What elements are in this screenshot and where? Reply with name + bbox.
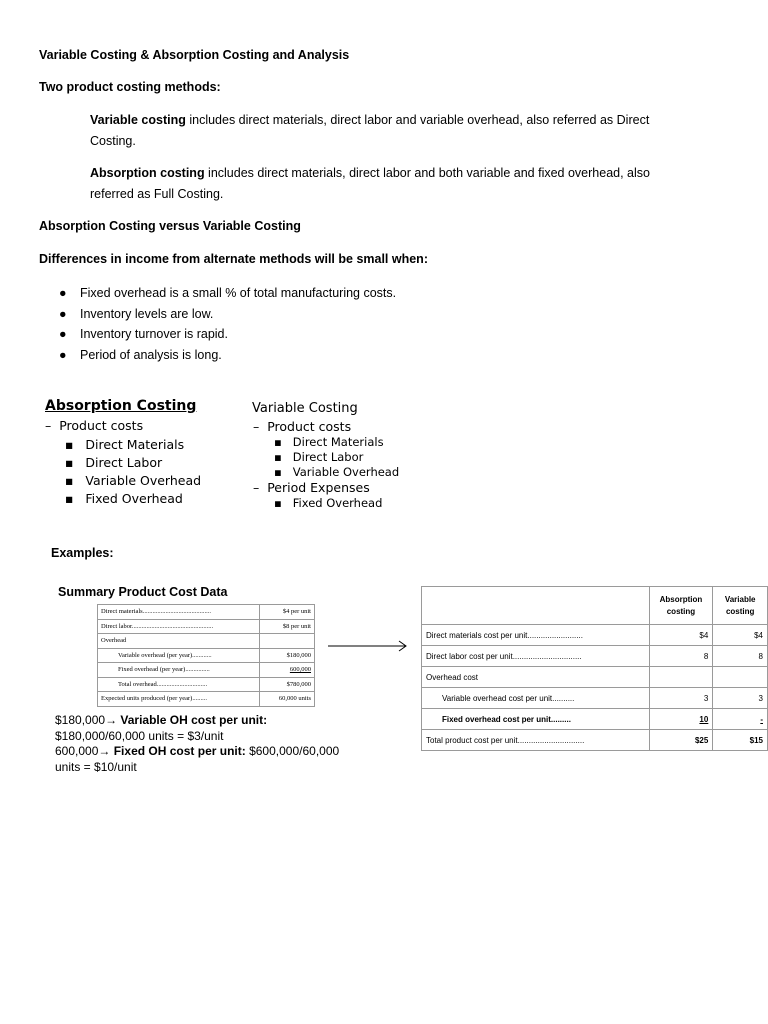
list-item: ● Fixed overhead is a small % of total manufacturing costs. xyxy=(56,283,396,304)
table-row: Total product cost per unit.............................. $25 $15 xyxy=(422,730,768,751)
variable-costing-text: includes direct materials, direct labor and variable overhead, also referred as Direct xyxy=(185,113,650,127)
table-row: Direct labor cost per unit............................... 8 8 xyxy=(422,646,768,667)
list-item: ▪ Fixed Overhead xyxy=(274,496,383,510)
summary-title: Summary Product Cost Data xyxy=(58,585,228,599)
conditions-list xyxy=(56,283,396,365)
list-item: ▪ Variable Overhead xyxy=(274,465,400,479)
table-row: Variable overhead (per year)............ $180,000 xyxy=(98,648,315,663)
versus-heading: Absorption Costing versus Variable Costing xyxy=(39,219,301,233)
square-bullet-icon: ▪ xyxy=(274,465,282,479)
absorption-costing-text-2: referred as Full Costing. xyxy=(90,187,224,201)
list-item: ● Inventory levels are low. xyxy=(56,304,396,325)
square-bullet-icon: ▪ xyxy=(274,450,282,464)
unit-cost-table xyxy=(421,586,768,751)
square-bullet-icon: ▪ xyxy=(65,455,74,470)
table-row: Fixed overhead (per year)............... 600,000 xyxy=(98,663,315,678)
list-item: ▪ Direct Materials xyxy=(274,435,384,449)
square-bullet-icon: ▪ xyxy=(65,473,74,488)
list-item: ▪ Direct Materials xyxy=(65,437,185,452)
list-item: ● Inventory turnover is rapid. xyxy=(56,324,396,345)
bullet-icon: ● xyxy=(59,347,67,362)
square-bullet-icon: ▪ xyxy=(274,496,282,510)
arrow-icon: → xyxy=(105,713,118,727)
table-row: Overhead xyxy=(98,634,315,649)
list-item: ▪ Fixed Overhead xyxy=(65,491,183,506)
variable-costing-definition xyxy=(90,110,649,152)
variable-costing-heading: Variable Costing xyxy=(252,401,358,416)
variable-column-header: Variable costing xyxy=(713,587,768,625)
list-item: ▪ Direct Labor xyxy=(274,450,364,464)
list-item: ▪ Variable Overhead xyxy=(65,473,202,488)
table-row: Direct labor.................................................. $8 per unit xyxy=(98,619,315,634)
absorption-costing-term: Absorption costing xyxy=(90,166,205,180)
variable-costing-term: Variable costing xyxy=(90,113,186,127)
absorption-costing-definition xyxy=(90,163,650,205)
variable-costing-text-2: Costing. xyxy=(90,134,136,148)
absorption-column-header: Absorption costing xyxy=(649,587,713,625)
overhead-calculation: $180,000→ Variable OH cost per unit: $180,000/60,000 units = $3/unit 600,000→ Fixed OH cost per unit: $600,000/60,000 units = $10/unit xyxy=(55,713,340,774)
square-bullet-icon: ▪ xyxy=(274,435,282,449)
examples-label: Examples: xyxy=(51,546,114,560)
square-bullet-icon: ▪ xyxy=(65,491,74,506)
square-bullet-icon: ▪ xyxy=(65,437,74,452)
arrow-icon: → xyxy=(98,744,111,758)
absorption-costing-heading: Absorption Costing xyxy=(45,398,197,414)
summary-table xyxy=(97,604,315,707)
table-row: Direct materials cost per unit......................... $4 $4 xyxy=(422,625,768,646)
table-row: Expected units produced (per year)......... 60,000 units xyxy=(98,692,315,707)
table-row: Overhead cost xyxy=(422,667,768,688)
list-item: ● Period of analysis is long. xyxy=(56,345,396,366)
bullet-icon: ● xyxy=(59,327,67,341)
table-row: Direct materials.......................................... $4 per unit xyxy=(98,605,315,620)
table-row: Total overhead............................... $780,000 xyxy=(98,677,315,692)
bullet-icon: ● xyxy=(59,286,67,300)
absorption-costing-text: includes direct materials, direct labor and both variable and fixed overhead, also xyxy=(204,166,650,180)
right-arrow-icon xyxy=(327,638,409,654)
table-row: Variable overhead cost per unit.......... 3 3 xyxy=(422,688,768,709)
document-title: Variable Costing & Absorption Costing and Analysis xyxy=(39,48,350,62)
period-expenses: – Period Expenses xyxy=(253,480,370,495)
bullet-icon: ● xyxy=(59,306,67,321)
table-header-row xyxy=(422,587,768,625)
differences-heading: Differences in income from alternate methods will be small when: xyxy=(39,252,428,266)
table-row: Fixed overhead cost per unit......... 10 - xyxy=(422,709,768,730)
list-item: ▪ Direct Labor xyxy=(65,455,163,470)
variable-product-costs: – Product costs xyxy=(253,419,352,434)
methods-heading: Two product costing methods: xyxy=(39,80,221,94)
absorption-product-costs: – Product costs xyxy=(45,418,144,433)
